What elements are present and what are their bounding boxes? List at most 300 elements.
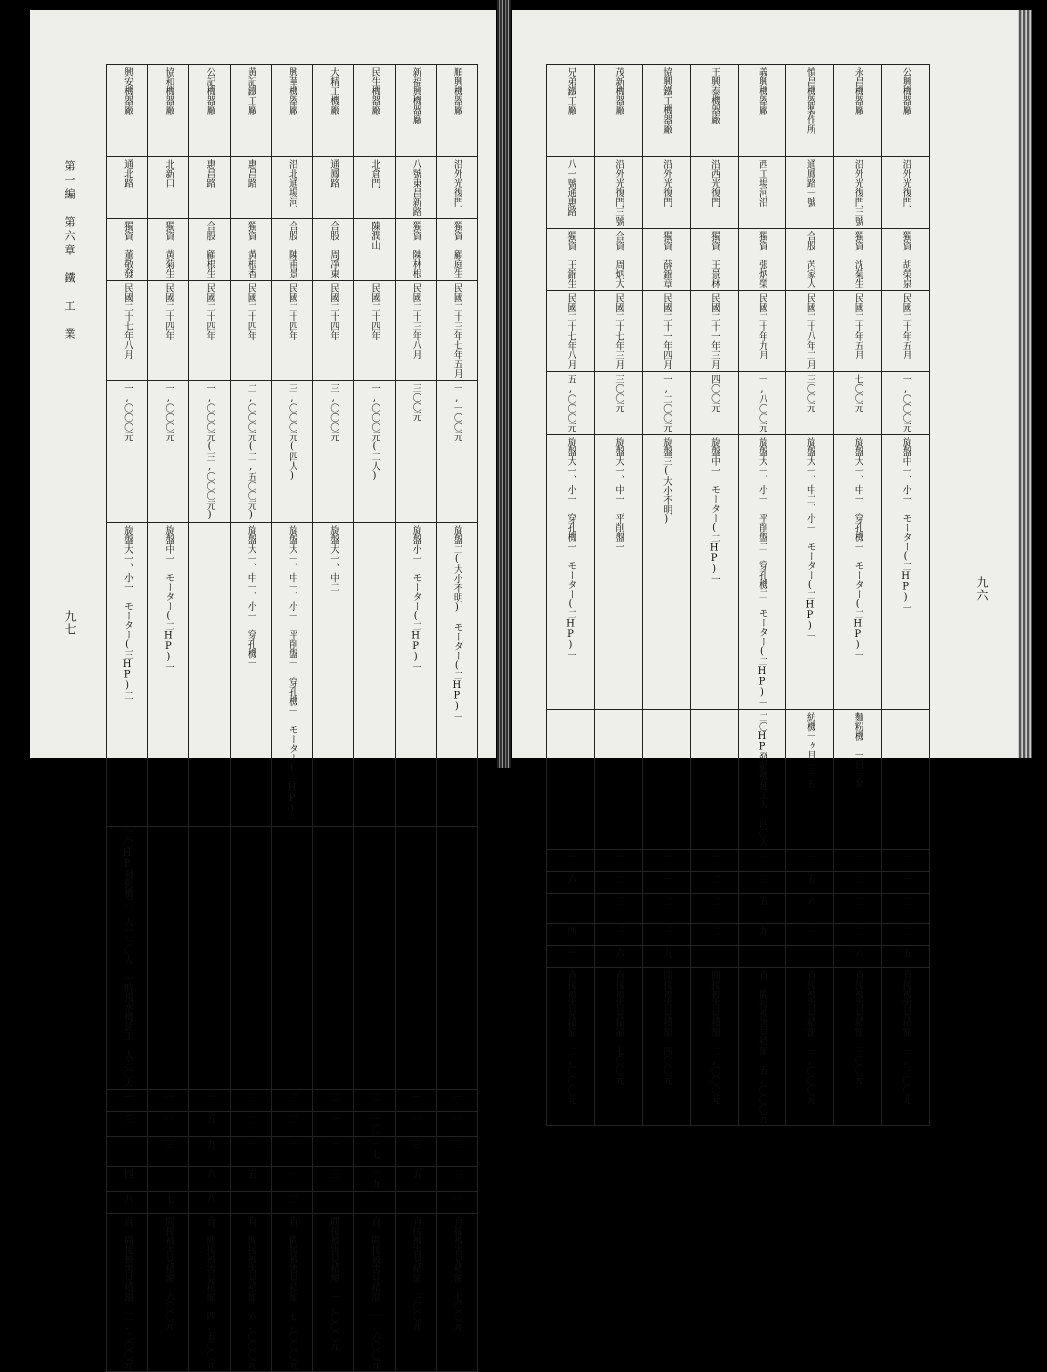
ledger-cell: [690, 371, 738, 434]
factory-address-text: 沿外光復門: [451, 159, 463, 207]
count-2-text: 一: [660, 873, 672, 884]
ledger-cell: [834, 371, 882, 434]
ledger-cell: [642, 871, 690, 893]
count-3-text: 一: [327, 1139, 339, 1149]
ledger-cell: [107, 281, 148, 381]
founding-date-text: 民國二十四年: [286, 283, 298, 340]
count-1-text: 一: [612, 851, 624, 862]
founding-date-text: 民國二十三年八月: [410, 283, 422, 359]
factory-name-text: 大精工機廠: [327, 67, 339, 115]
ledger-cell: [594, 434, 642, 709]
count-3-text: 二: [660, 895, 672, 906]
ledger-cell: [271, 523, 312, 827]
ledger-cell: [271, 157, 312, 219]
ledger-cell: [690, 434, 738, 709]
ledger-cell: [395, 523, 436, 827]
ledger-cell: [594, 871, 642, 893]
count-4-text: 三: [451, 1169, 463, 1179]
ledger-cell: [738, 945, 786, 967]
capital-text: 一,〇〇〇元: [121, 383, 133, 441]
factory-address-text: 通北路: [121, 159, 133, 188]
count-5-text: 一: [564, 947, 576, 958]
ledger-cell: [594, 65, 642, 157]
count-4-text: 二九: [368, 1169, 380, 1189]
ledger-row-count-5: [547, 945, 930, 967]
ledger-cell: [690, 709, 738, 849]
ledger-cell: [313, 219, 354, 281]
ledger-cell: [148, 1137, 189, 1167]
count-4-text: 一: [286, 1169, 298, 1179]
founding-date-text: 民國二十年五月: [852, 292, 864, 359]
remarks-text: 紡機一ヶ月三一五: [804, 711, 816, 788]
ledger-cell: [786, 871, 834, 893]
ledger-cell: [738, 290, 786, 371]
factory-owner-text: 獨資 張炳榮: [756, 230, 768, 288]
ledger-cell: [107, 1112, 148, 1137]
ledger-cell: [882, 157, 930, 229]
capital-text: 二,〇〇〇元(二,五〇〇元): [245, 383, 257, 520]
count-2-text: 一: [410, 1114, 422, 1124]
ledger-cell: [594, 290, 642, 371]
ledger-cell: [547, 923, 595, 945]
page-number: 九六: [975, 576, 989, 602]
capital-text: 五,〇〇〇元: [564, 373, 576, 432]
factory-name-text: 公興機器廠: [900, 67, 912, 115]
ledger-cell: [230, 281, 271, 381]
damage-estimate-text: 直接被害見積額 七〇〇元: [612, 969, 624, 1084]
ledger-cell: [148, 381, 189, 523]
ledger-cell: [738, 371, 786, 434]
ledger-cell: [882, 709, 930, 849]
count-2-text: 一: [327, 1114, 339, 1124]
ledger-cell: [189, 1214, 230, 1372]
ledger-cell: [547, 434, 595, 709]
ledger-cell: [882, 434, 930, 709]
count-1-text: 二: [368, 1092, 380, 1102]
ledger-cell: [594, 945, 642, 967]
ledger-cell: [594, 893, 642, 923]
count-1-text: 一: [756, 851, 768, 862]
ledger-cell: [690, 849, 738, 871]
count-3-text: 六: [804, 895, 816, 906]
ledger-cell: [436, 219, 477, 281]
count-1-text: 一: [660, 851, 672, 862]
ledger-cell: [786, 709, 834, 849]
damage-estimate-text: 直接被害見積額 三〇〇元: [852, 969, 864, 1084]
capital-text: 三,〇〇〇元(四人): [286, 383, 298, 481]
ledger-cell: [834, 709, 882, 849]
factory-name-text: 慎昌機器製作所: [804, 67, 816, 134]
ledger-row-capital: [547, 371, 930, 434]
ledger-cell: [642, 157, 690, 229]
ledger-cell: [547, 849, 595, 871]
ledger-cell: [786, 945, 834, 967]
ledger-cell: [436, 1090, 477, 1112]
ledger-cell: [354, 381, 395, 523]
count-4-text: 四: [564, 925, 576, 936]
ledger-cell: [107, 1090, 148, 1112]
factory-name-text: 順興機器廠: [451, 67, 463, 115]
ledger-cell: [230, 65, 271, 157]
ledger-cell: [642, 290, 690, 371]
count-1-text: 一: [204, 1092, 216, 1102]
founding-date-text: 民國二十四年: [245, 283, 257, 340]
ledger-cell: [148, 65, 189, 157]
count-2-text: 五: [804, 873, 816, 884]
ledger-cell: [313, 65, 354, 157]
ledger-cell: [738, 923, 786, 945]
count-1-text: 二: [286, 1092, 298, 1102]
factory-name-text: 民生機器廠: [368, 67, 380, 115]
machinery-text: 旋盤大一、中一 平削盤一: [612, 436, 624, 551]
count-3-text: 九: [204, 1139, 216, 1149]
ledger-cell: [738, 967, 786, 1125]
ledger-cell: [834, 849, 882, 871]
count-3-text: 二: [852, 895, 864, 906]
ledger-cell: [642, 709, 690, 849]
count-1-text: 一: [900, 851, 912, 862]
ledger-cell: [395, 219, 436, 281]
ledger-row-remarks: [107, 826, 478, 1090]
machinery-text: 旋盤大一、中一 穿孔機一 モーター(二HP)一: [852, 436, 864, 659]
ledger-cell: [690, 871, 738, 893]
ledger-cell: [230, 1112, 271, 1137]
ledger-cell: [594, 228, 642, 290]
ledger-cell: [738, 65, 786, 157]
count-4-text: 三: [612, 925, 624, 936]
founding-date-text: 民國二十一年四月: [660, 292, 672, 369]
ledger-cell: [436, 157, 477, 219]
machinery-text: 旋盤中一、小一 モーター(二HP)一: [900, 436, 912, 612]
right-page: [512, 10, 1018, 1123]
ledger-cell: [230, 826, 271, 1090]
count-3-text: 三: [162, 1139, 174, 1149]
factory-name-text: 黄記鐵工廠: [245, 67, 257, 115]
machinery-text: 旋盤大一、中一、小一 穿孔機一: [245, 525, 257, 668]
ledger-cell: [189, 1112, 230, 1137]
ledger-cell: [594, 923, 642, 945]
capital-text: 三,〇〇〇元: [327, 383, 339, 441]
factory-owner-text: 合股 周凈東: [327, 221, 339, 278]
ledger-row-factory-address: [107, 157, 478, 219]
factory-address-text: 沿北通場河: [286, 159, 298, 207]
count-4-text: 三: [804, 925, 816, 936]
factory-address-text: 沿西光復門: [708, 159, 720, 207]
count-2-text: 五: [204, 1114, 216, 1124]
factory-owner-text: 獨資 王景林: [708, 230, 720, 288]
count-5-text: 九: [660, 947, 672, 958]
machinery-text: 旋盤二(大小不明) モーター(二HP)一: [451, 525, 463, 721]
ledger-cell: [547, 157, 595, 229]
ledger-cell: [107, 1167, 148, 1192]
count-1-text: 一: [162, 1092, 174, 1102]
ledger-row-count-3: [107, 1137, 478, 1167]
founding-date-text: 民國二十年九月: [756, 292, 768, 359]
ledger-cell: [354, 826, 395, 1090]
count-2-text: 一: [900, 873, 912, 884]
ledger-cell: [230, 157, 271, 219]
capital-text: 一,二〇〇元: [660, 373, 672, 432]
count-3-text: 三: [451, 1139, 463, 1149]
founding-date-text: 民國二十七年八月: [564, 292, 576, 369]
ledger-cell: [148, 1214, 189, 1372]
count-1-text: 一: [451, 1092, 463, 1102]
ledger-cell: [271, 281, 312, 381]
ledger-cell: [642, 923, 690, 945]
factory-address-text: 八號東昌新路: [410, 159, 422, 216]
count-1-text: 一: [852, 851, 864, 862]
count-2-text: 二: [852, 873, 864, 884]
ledger-cell: [354, 281, 395, 381]
machinery-text: 旋盤三(大小不明): [660, 436, 672, 524]
factory-owner-text: 合資 周炳大: [612, 230, 624, 288]
ledger-cell: [882, 228, 930, 290]
ledger-cell: [189, 381, 230, 523]
count-4-text: 二: [900, 925, 912, 936]
machinery-text: 旋盤中一 モーター(二HP)一: [708, 436, 720, 583]
founding-date-text: 民國二十八年二月: [804, 292, 816, 369]
ledger-cell: [189, 1167, 230, 1192]
ledger-cell: [271, 1137, 312, 1167]
ledger-cell: [642, 893, 690, 923]
factory-ledger-table: [106, 64, 478, 1372]
ledger-cell: [107, 1137, 148, 1167]
ledger-cell: [313, 281, 354, 381]
remarks-text: 麵粉機 一日一窯: [852, 711, 864, 788]
damage-estimate-text: 直、間接被害見積額 六,〇〇〇元: [245, 1216, 257, 1369]
ledger-cell: [690, 228, 738, 290]
factory-address-text: 沿外光復門三號: [852, 159, 864, 226]
ledger-cell: [107, 157, 148, 219]
ledger-cell: [882, 371, 930, 434]
ledger-cell: [189, 1192, 230, 1214]
ledger-cell: [313, 826, 354, 1090]
ledger-cell: [354, 65, 395, 157]
factory-name-text: 協興鐵工機器廠: [660, 67, 672, 134]
ledger-cell: [882, 65, 930, 157]
ledger-cell: [107, 523, 148, 827]
damage-estimate-text: 間接被害見積額 四〇〇元: [660, 969, 672, 1084]
ledger-cell: [547, 893, 595, 923]
ledger-cell: [148, 1090, 189, 1112]
ledger-cell: [882, 290, 930, 371]
count-4-text: 九: [756, 925, 768, 936]
capital-text: 一,〇〇〇元: [162, 383, 174, 441]
ledger-cell: [148, 1112, 189, 1137]
ledger-row-count-4: [547, 923, 930, 945]
damage-estimate-text: 直、間接被害見積額 七,〇〇〇元: [286, 1216, 298, 1369]
count-3-text: 二: [900, 895, 912, 906]
count-2-text: 一〇: [368, 1114, 380, 1134]
damage-estimate-text: 直接被害見積額 一,〇〇〇元: [804, 969, 816, 1104]
ledger-cell: [547, 228, 595, 290]
ledger-cell: [786, 371, 834, 434]
ledger-cell: [271, 1090, 312, 1112]
ledger-cell: [690, 893, 738, 923]
ledger-cell: [107, 65, 148, 157]
ledger-cell: [313, 1137, 354, 1167]
ledger-row-remarks: [547, 709, 930, 849]
ledger-cell: [189, 523, 230, 827]
machinery-text: 旋盤大一、中二: [327, 525, 339, 592]
ledger-cell: [834, 157, 882, 229]
ledger-cell: [594, 967, 642, 1125]
count-5-text: 八: [204, 1194, 216, 1204]
ledger-cell: [313, 1214, 354, 1372]
ledger-cell: [642, 434, 690, 709]
left-page: [30, 10, 496, 1369]
count-4-text: 二: [708, 925, 720, 936]
ledger-cell: [189, 1137, 230, 1167]
ledger-cell: [189, 1090, 230, 1112]
ledger-cell: [738, 849, 786, 871]
count-2-text: 六: [564, 873, 576, 884]
ledger-cell: [690, 967, 738, 1125]
factory-address-text: 北倉門: [368, 159, 380, 188]
ledger-cell: [148, 281, 189, 381]
count-5-text: 六: [852, 947, 864, 958]
ledger-cell: [834, 923, 882, 945]
factory-owner-text: 獨資 胡榮泉: [900, 230, 912, 288]
ledger-cell: [547, 945, 595, 967]
ledger-cell: [834, 434, 882, 709]
ledger-cell: [230, 1137, 271, 1167]
ledger-cell: [313, 381, 354, 523]
ledger-row-count-1: [107, 1090, 478, 1112]
machinery-text: 旋盤大一、小一 穿孔機一 モーター(二HP)一: [564, 436, 576, 659]
ledger-cell: [313, 523, 354, 827]
ledger-cell: [786, 157, 834, 229]
ledger-cell: [107, 1192, 148, 1214]
ledger-cell: [594, 849, 642, 871]
ledger-cell: [189, 65, 230, 157]
ledger-cell: [738, 228, 786, 290]
ledger-cell: [834, 967, 882, 1125]
founding-date-text: 民國二十四年: [368, 283, 380, 340]
ledger-row-count-1: [547, 849, 930, 871]
ledger-cell: [786, 434, 834, 709]
ledger-cell: [189, 157, 230, 219]
ledger-cell: [690, 157, 738, 229]
ledger-cell: [271, 1214, 312, 1372]
count-1-text: 一: [804, 851, 816, 862]
factory-address-text: 通鳳路: [327, 159, 339, 188]
ledger-cell: [271, 1112, 312, 1137]
ledger-cell: [395, 381, 436, 523]
ledger-cell: [230, 1167, 271, 1192]
count-5-text: 一: [451, 1194, 463, 1204]
count-3-text: 一: [286, 1139, 298, 1149]
machinery-text: 旋盤大一、中一、小一 平削盤一 穿孔機一 モーター(三HP)一: [286, 525, 298, 824]
ledger-row-machinery: [547, 434, 930, 709]
ledger-cell: [834, 945, 882, 967]
factory-address-text: 沿外光復門三號: [612, 159, 624, 226]
count-3-text: 三: [612, 895, 624, 906]
ledger-cell: [786, 893, 834, 923]
count-1-text: 二: [327, 1092, 339, 1102]
remarks-text: 二〇HP發動機二 人一三〇人 一時揚水機延工 人三〇人: [121, 828, 133, 1087]
ledger-cell: [230, 1090, 271, 1112]
ledger-cell: [395, 1167, 436, 1192]
ledger-row-count-2: [107, 1112, 478, 1137]
ledger-cell: [107, 1214, 148, 1372]
founding-date-text: 民國二十四年: [162, 283, 174, 340]
count-1-text: 一: [564, 851, 576, 862]
machinery-text: 旋盤大一、小一 平削盤二 穿孔機二 モーター(二HP)一: [756, 436, 768, 707]
count-2-text: 三: [121, 1114, 133, 1124]
ledger-cell: [148, 1192, 189, 1214]
capital-text: 一,〇〇〇元(二人): [368, 383, 380, 481]
ledger-cell: [436, 1192, 477, 1214]
damage-estimate-text: 直接被害見積額 三〇〇元: [410, 1216, 422, 1330]
count-4-text: 四: [121, 1169, 133, 1179]
count-2-text: 二: [612, 873, 624, 884]
ledger-cell: [642, 945, 690, 967]
factory-owner-text: 陳潤山: [368, 221, 380, 250]
ledger-cell: [882, 893, 930, 923]
ledger-row-founding-date: [107, 281, 478, 381]
factory-owner-text: 獨資 陳林根: [410, 221, 422, 278]
ledger-cell: [547, 290, 595, 371]
ledger-cell: [738, 709, 786, 849]
ledger-cell: [690, 923, 738, 945]
ledger-cell: [436, 826, 477, 1090]
capital-text: 三〇〇元: [410, 383, 422, 421]
ledger-row-damage-estimate: [547, 967, 930, 1125]
ledger-cell: [354, 1167, 395, 1192]
count-1-text: 一: [708, 851, 720, 862]
count-5-text: 二: [286, 1194, 298, 1204]
ledger-cell: [230, 1214, 271, 1372]
ledger-row-factory-owner: [547, 228, 930, 290]
count-5-text: 八: [121, 1194, 133, 1204]
ledger-cell: [436, 1167, 477, 1192]
machinery-text: 旋盤中一 モーター(二HP)一: [162, 525, 174, 672]
factory-owner-text: 獨資 顧庭生: [451, 221, 463, 278]
factory-name-text: 興安機器廠: [121, 67, 133, 115]
ledger-cell: [642, 228, 690, 290]
factory-address-text: 八一號通惠路: [564, 159, 576, 216]
count-2-text: 一: [162, 1114, 174, 1124]
ledger-cell: [738, 157, 786, 229]
capital-text: 一,一〇〇元: [451, 383, 463, 441]
count-1-text: 一: [410, 1092, 422, 1102]
count-1-text: 一: [121, 1092, 133, 1102]
ledger-row-factory-name: [547, 65, 930, 157]
ledger-cell: [738, 434, 786, 709]
damage-estimate-text: 直、間接被害見積額 一,六〇〇元: [368, 1216, 380, 1369]
page-edge: [1018, 10, 1032, 758]
ledger-cell: [395, 157, 436, 219]
founding-date-text: 民國二十年五月: [900, 292, 912, 359]
ledger-cell: [354, 1137, 395, 1167]
ledger-cell: [738, 871, 786, 893]
ledger-cell: [189, 281, 230, 381]
ledger-cell: [107, 381, 148, 523]
factory-address-text: 通鳳路一號: [804, 159, 816, 207]
ledger-cell: [271, 65, 312, 157]
ledger-cell: [882, 945, 930, 967]
ledger-cell: [786, 849, 834, 871]
ledger-cell: [642, 65, 690, 157]
ledger-cell: [436, 381, 477, 523]
capital-text: 四〇〇元: [708, 373, 720, 412]
ledger-cell: [354, 523, 395, 827]
founding-date-text: 民國二十四年: [204, 283, 216, 340]
page-number: 九七: [63, 610, 77, 636]
ledger-cell: [395, 1192, 436, 1214]
factory-owner-text: 合股 芮家人: [804, 230, 816, 288]
